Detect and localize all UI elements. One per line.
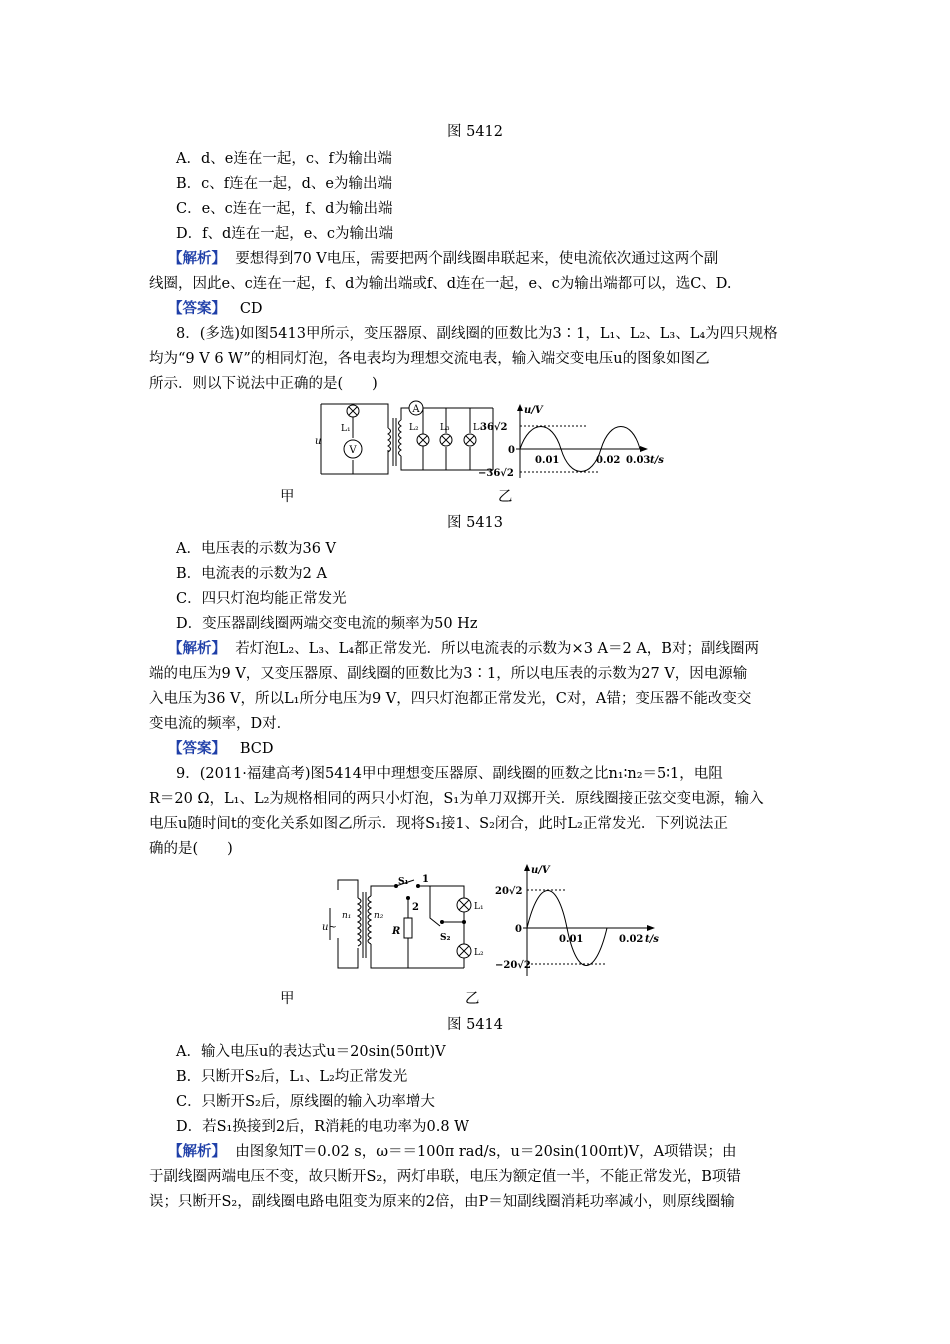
q9-option-c: C．只断开S₂后，原线圈的输入功率增大 <box>176 1094 435 1110</box>
q9-fig-label-jia: 甲 <box>280 991 295 1007</box>
analysis-tag: 【解析】 <box>168 1143 226 1160</box>
q9-zero: 0 <box>515 924 522 935</box>
figure-caption-5412: 图 5412 <box>446 124 503 140</box>
contact-1-label: 1 <box>422 874 429 885</box>
q9-voltage-graph <box>495 860 675 978</box>
q8-analysis-line4: 变电流的频率，D对． <box>149 716 292 732</box>
switch-s1-contact-2 <box>406 896 410 900</box>
q9-circuit-diagram <box>318 868 494 974</box>
q8-option-c: C．四只灯泡均能正常发光 <box>176 591 347 607</box>
q8-ymax: 36√2 <box>480 422 508 433</box>
q9-analysis-line3: 误；只断开S₂，副线圈电路电阻变为原来的2倍，由P＝知副线圈消耗功率减小，则原线圈输 <box>149 1194 735 1210</box>
q8-t2: 0.02 <box>596 455 621 466</box>
q8-u-label: u <box>315 436 322 447</box>
q8-tlabel: t/s <box>650 455 664 466</box>
q9-analysis-text1: 由图象知T＝0.02 s，ω＝＝100π rad/s，u＝20sin(100πt)V，A项错误；由 <box>235 1144 737 1160</box>
q8-fig-label-jia: 甲 <box>280 489 295 505</box>
figure-caption-5414: 图 5414 <box>446 1017 503 1033</box>
l2-label: L₂ <box>474 948 484 958</box>
q9-analysis-line1 <box>168 1143 737 1161</box>
q8-option-a: A．电压表的示数为36 V <box>176 541 337 557</box>
q8-analysis-line1 <box>168 640 759 658</box>
voltmeter-label: V <box>349 445 357 456</box>
junction-dot <box>462 920 466 924</box>
q9-fig-label-yi: 乙 <box>465 991 480 1007</box>
q9-stem-line1: 9．(2011·福建高考)图5414甲中理想变压器原、副线圈的匝数之比n₁∶n₂＝5∶1，电阻 <box>176 766 723 782</box>
l1-label: L₁ <box>341 424 351 434</box>
q9-ymin: −20√2 <box>495 960 531 971</box>
switch-s2-contact <box>440 920 444 924</box>
q9-analysis-line2: 于副线圈两端电压不变，故只断开S₂，两灯串联，电压为额定值一半，不能正常发光，B项错 <box>149 1169 741 1185</box>
q9-t2: 0.02 <box>619 934 644 945</box>
q8-ylabel: u/V <box>524 405 543 416</box>
answer-tag: 【答案】 <box>168 740 226 757</box>
q8-analysis-text1: 若灯泡L₂、L₃、L₄都正常发光．所以电流表的示数为×3 A＝2 A，B对；副线圈两 <box>235 641 759 657</box>
s2-label: S₂ <box>440 933 451 943</box>
ammeter-label: A <box>412 404 420 415</box>
q8-stem-line3: 所示．则以下说法中正确的是( ) <box>149 376 378 392</box>
q7-analysis-text1: 要想得到70 V电压，需要把两个副线圈串联起来，使电流依次通过这两个副 <box>235 251 719 267</box>
q8-t3: 0.03 <box>626 455 651 466</box>
figure-caption-5413: 图 5413 <box>446 515 503 531</box>
contact-2-label: 2 <box>412 902 419 913</box>
q7-analysis-line2: 线圈，因此e、c连在一起，f、d为输出端或f、d连在一起，e、c为输出端都可以，选C、D. <box>149 276 732 292</box>
q8-analysis-line3: 入电压为36 V，所以L₁所分电压为9 V，四只灯泡都正常发光，C对，A错；变压器不能改变交 <box>149 691 752 707</box>
q8-option-d: D．变压器副线圈两端交变电流的频率为50 Hz <box>176 616 478 632</box>
l3-label: L₃ <box>440 423 450 433</box>
q7-answer: CD <box>239 301 263 317</box>
n1-label: n₁ <box>342 911 352 921</box>
q9-stem-line3: 电压u随时间t的变化关系如图乙所示．现将S₁接1、S₂闭合，此时L₂正常发光．下列说法正 <box>149 816 728 832</box>
q8-circuit-diagram <box>313 398 503 480</box>
l4-label: L₄ <box>473 423 483 433</box>
q8-analysis-line2: 端的电压为9 V，又变压器原、副线圈的匝数比为3∶1，所以电压表的示数为27 V，因电源输 <box>149 666 748 682</box>
q8-ymin: −36√2 <box>478 468 514 479</box>
q9-ymax: 20√2 <box>495 886 523 897</box>
q9-stem-line2: R＝20 Ω，L₁、L₂为规格相同的两只小灯泡，S₁为单刀双掷开关．原线圈接正弦交变电源，输入 <box>149 791 764 807</box>
analysis-tag: 【解析】 <box>168 640 226 657</box>
q9-stem-line4: 确的是( ) <box>149 841 233 857</box>
l2-label: L₂ <box>409 423 419 433</box>
q8-x-arrow <box>640 446 648 452</box>
q9-t1: 0.01 <box>559 934 584 945</box>
n2-label: n₂ <box>374 911 384 921</box>
q9-x-arrow <box>647 925 655 931</box>
r-label: R <box>392 926 401 937</box>
q7-option-a: A．d、e连在一起，c、f为输出端 <box>176 151 392 167</box>
answer-tag: 【答案】 <box>168 300 226 317</box>
q8-fig-label-yi: 乙 <box>498 489 513 505</box>
switch-s1-contact-1 <box>416 884 420 888</box>
q8-voltage-graph <box>478 402 678 480</box>
q8-stem-line2: 均为“9 V 6 W”的相同灯泡，各电表均为理想交流电表，输入端交变电压u的图象如图乙 <box>149 351 710 367</box>
s1-label: S₁ <box>398 877 409 887</box>
q8-y-arrow <box>517 404 523 411</box>
q8-zero: 0 <box>508 445 515 456</box>
q9-tlabel: t/s <box>645 934 659 945</box>
q8-answer-line <box>168 740 273 758</box>
q9-option-b: B．只断开S₂后，L₁、L₂均正常发光 <box>176 1069 408 1085</box>
q9-option-d: D．若S₁换接到2后，R消耗的电功率为0.8 W <box>176 1119 470 1135</box>
q9-u-label: u~ <box>322 922 337 933</box>
q8-answer: BCD <box>239 741 274 757</box>
q8-stem-line1: 8．(多选)如图5413甲所示，变压器原、副线圈的匝数比为3∶1，L₁、L₂、L₃、L₄为四只规格 <box>176 326 778 342</box>
q9-ylabel: u/V <box>531 865 550 876</box>
q7-option-c: C．e、c连在一起，f、d为输出端 <box>176 201 393 217</box>
q7-analysis-line1 <box>168 250 718 268</box>
q8-option-b: B．电流表的示数为2 A <box>176 566 327 582</box>
q7-option-d: D．f、d连在一起，e、c为输出端 <box>176 226 393 242</box>
q7-answer-line <box>168 300 263 318</box>
q7-option-b: B．c、f连在一起，d、e为输出端 <box>176 176 393 192</box>
q8-t1: 0.01 <box>535 455 560 466</box>
resistor-r-icon <box>404 918 412 938</box>
q9-y-arrow <box>524 864 530 871</box>
l1-label: L₁ <box>474 902 484 912</box>
analysis-tag: 【解析】 <box>168 250 226 267</box>
q9-option-a: A．输入电压u的表达式u＝20sin(50πt)V <box>176 1044 446 1060</box>
